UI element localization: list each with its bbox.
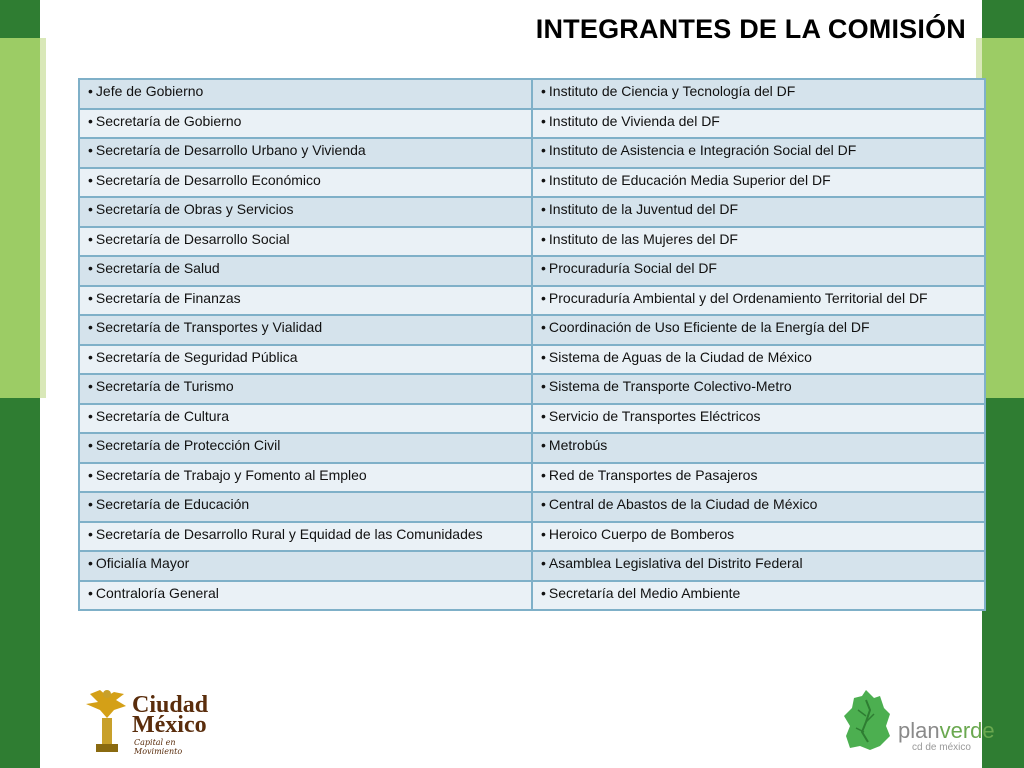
cdmx-logo-line1: Ciudad xyxy=(132,692,209,718)
member-name: Secretaría de Desarrollo Rural y Equidad de las Comunidades xyxy=(95,525,483,542)
member-cell-right xyxy=(532,256,985,286)
bullet-icon: • xyxy=(88,466,93,483)
member-name: Instituto de la Juventud del DF xyxy=(548,201,739,217)
member-name: Secretaría de Transportes y Vialidad xyxy=(95,319,323,335)
member-cell-left xyxy=(79,256,532,286)
member-name: Secretaría de Desarrollo Económico xyxy=(95,171,321,188)
member-cell-right xyxy=(532,168,985,198)
member-name: Instituto de Asistencia e Integración Social del DF xyxy=(548,142,857,158)
bullet-icon: • xyxy=(88,319,93,335)
bullet-icon: • xyxy=(88,378,93,394)
member-name: Secretaría de Obras y Servicios xyxy=(95,201,294,217)
bullet-icon: • xyxy=(88,525,93,542)
bullet-icon: • xyxy=(541,437,546,453)
member-cell-left xyxy=(79,138,532,168)
table-row xyxy=(79,227,985,257)
member-name: Secretaría de Educación xyxy=(95,496,250,512)
cdmx-logo-tagline: Capital en Movimiento xyxy=(134,738,183,756)
members-table-body xyxy=(79,79,985,610)
member-name: Secretaría del Medio Ambiente xyxy=(548,584,741,601)
member-name: Instituto de Ciencia y Tecnología del DF xyxy=(548,83,796,99)
table-row xyxy=(79,551,985,581)
table-row xyxy=(79,138,985,168)
page-title: INTEGRANTES DE LA COMISIÓN xyxy=(535,14,966,44)
bullet-icon: • xyxy=(88,584,93,601)
table-row xyxy=(79,109,985,139)
member-cell-right xyxy=(532,109,985,139)
member-cell-left xyxy=(79,374,532,404)
bullet-icon: • xyxy=(541,112,546,129)
member-name: Asamblea Legislativa del Distrito Federal xyxy=(548,555,803,571)
table-row xyxy=(79,79,985,109)
bullet-icon: • xyxy=(541,378,546,394)
planverde-logo xyxy=(840,688,995,754)
member-name: Secretaría de Trabajo y Fomento al Empleo xyxy=(95,466,367,483)
member-cell-left xyxy=(79,227,532,257)
member-cell-right xyxy=(532,227,985,257)
table-row xyxy=(79,522,985,552)
member-cell-right xyxy=(532,79,985,109)
member-name: Secretaría de Desarrollo Social xyxy=(95,230,290,247)
table-row xyxy=(79,168,985,198)
member-cell-right xyxy=(532,581,985,611)
member-cell-left xyxy=(79,79,532,109)
member-name: Procuraduría Ambiental y del Ordenamiento Territorial del DF xyxy=(548,289,928,306)
bullet-icon: • xyxy=(541,83,546,99)
table-row xyxy=(79,315,985,345)
member-cell-right xyxy=(532,197,985,227)
table-row xyxy=(79,256,985,286)
member-name: Secretaría de Desarrollo Urbano y Vivienda xyxy=(95,142,366,158)
right-stripe-dark xyxy=(982,0,1024,38)
member-name: Servicio de Transportes Eléctricos xyxy=(548,407,761,424)
table-row xyxy=(79,404,985,434)
bullet-icon: • xyxy=(88,348,93,365)
bullet-icon: • xyxy=(541,466,546,483)
member-cell-left xyxy=(79,315,532,345)
member-cell-right xyxy=(532,404,985,434)
planverde-subtitle: cd de méxico xyxy=(912,742,971,753)
member-cell-right xyxy=(532,492,985,522)
left-stripe-light xyxy=(0,38,40,398)
member-name: Coordinación de Uso Eficiente de la Energía del DF xyxy=(548,319,870,335)
member-name: Secretaría de Salud xyxy=(95,260,220,276)
member-cell-left xyxy=(79,345,532,375)
bullet-icon: • xyxy=(541,289,546,306)
planverde-name xyxy=(898,718,995,744)
member-name: Secretaría de Seguridad Pública xyxy=(95,348,298,365)
member-name: Secretaría de Finanzas xyxy=(95,289,241,306)
member-name: Instituto de las Mujeres del DF xyxy=(548,230,738,247)
member-name: Red de Transportes de Pasajeros xyxy=(548,466,758,483)
bullet-icon: • xyxy=(88,230,93,247)
planverde-name-b: verde xyxy=(939,718,995,743)
bullet-icon: • xyxy=(541,407,546,424)
left-stripe-pale xyxy=(40,38,46,398)
table-row xyxy=(79,345,985,375)
member-cell-left xyxy=(79,492,532,522)
bullet-icon: • xyxy=(541,142,546,158)
bullet-icon: • xyxy=(88,289,93,306)
cdmx-logo-line2: México xyxy=(132,712,207,738)
member-name: Oficialía Mayor xyxy=(95,555,190,571)
planverde-name-a: plan xyxy=(898,718,940,743)
member-cell-left xyxy=(79,581,532,611)
member-cell-left xyxy=(79,286,532,316)
member-name: Heroico Cuerpo de Bomberos xyxy=(548,525,735,542)
cdmx-logo xyxy=(82,688,222,754)
table-row xyxy=(79,492,985,522)
member-cell-right xyxy=(532,315,985,345)
member-name: Secretaría de Cultura xyxy=(95,407,229,424)
bullet-icon: • xyxy=(88,260,93,276)
member-name: Contraloría General xyxy=(95,584,219,601)
member-name: Instituto de Vivienda del DF xyxy=(548,112,720,129)
bullet-icon: • xyxy=(88,555,93,571)
member-cell-left xyxy=(79,551,532,581)
member-name: Central de Abastos de la Ciudad de México xyxy=(548,496,818,512)
member-cell-right xyxy=(532,345,985,375)
member-cell-right xyxy=(532,463,985,493)
bullet-icon: • xyxy=(88,112,93,129)
left-stripe-dark-bottom xyxy=(0,398,40,768)
bullet-icon: • xyxy=(541,201,546,217)
member-name: Sistema de Aguas de la Ciudad de México xyxy=(548,348,812,365)
member-cell-right xyxy=(532,374,985,404)
member-name: Secretaría de Turismo xyxy=(95,378,234,394)
member-name: Secretaría de Gobierno xyxy=(95,112,242,129)
member-name: Sistema de Transporte Colectivo-Metro xyxy=(548,378,792,394)
table-row xyxy=(79,433,985,463)
city-map-leaf-icon xyxy=(840,688,894,754)
bullet-icon: • xyxy=(541,171,546,188)
bullet-icon: • xyxy=(88,496,93,512)
member-cell-right xyxy=(532,551,985,581)
member-name: Procuraduría Social del DF xyxy=(548,260,717,276)
member-cell-left xyxy=(79,463,532,493)
left-stripe-dark xyxy=(0,0,40,38)
members-table xyxy=(78,78,986,611)
member-cell-right xyxy=(532,522,985,552)
member-cell-left xyxy=(79,109,532,139)
bullet-icon: • xyxy=(88,437,93,453)
member-cell-left xyxy=(79,168,532,198)
bullet-icon: • xyxy=(88,83,93,99)
member-cell-left xyxy=(79,404,532,434)
bullet-icon: • xyxy=(541,348,546,365)
member-cell-right xyxy=(532,433,985,463)
member-cell-left xyxy=(79,197,532,227)
angel-icon xyxy=(82,688,130,754)
table-row xyxy=(79,197,985,227)
table-row xyxy=(79,374,985,404)
member-cell-right xyxy=(532,138,985,168)
member-name: Instituto de Educación Media Superior del DF xyxy=(548,171,831,188)
bullet-icon: • xyxy=(541,584,546,601)
member-name: Metrobús xyxy=(548,437,608,453)
member-name: Secretaría de Protección Civil xyxy=(95,437,281,453)
member-cell-left xyxy=(79,522,532,552)
member-cell-right xyxy=(532,286,985,316)
bullet-icon: • xyxy=(541,319,546,335)
bullet-icon: • xyxy=(541,555,546,571)
bullet-icon: • xyxy=(541,230,546,247)
bullet-icon: • xyxy=(88,201,93,217)
bullet-icon: • xyxy=(88,142,93,158)
bullet-icon: • xyxy=(541,260,546,276)
right-stripe-light xyxy=(982,38,1024,398)
bullet-icon: • xyxy=(541,525,546,542)
member-name: Jefe de Gobierno xyxy=(95,83,204,99)
table-row xyxy=(79,286,985,316)
bullet-icon: • xyxy=(88,407,93,424)
bullet-icon: • xyxy=(88,171,93,188)
member-cell-left xyxy=(79,433,532,463)
table-row xyxy=(79,463,985,493)
bullet-icon: • xyxy=(541,496,546,512)
table-row xyxy=(79,581,985,611)
